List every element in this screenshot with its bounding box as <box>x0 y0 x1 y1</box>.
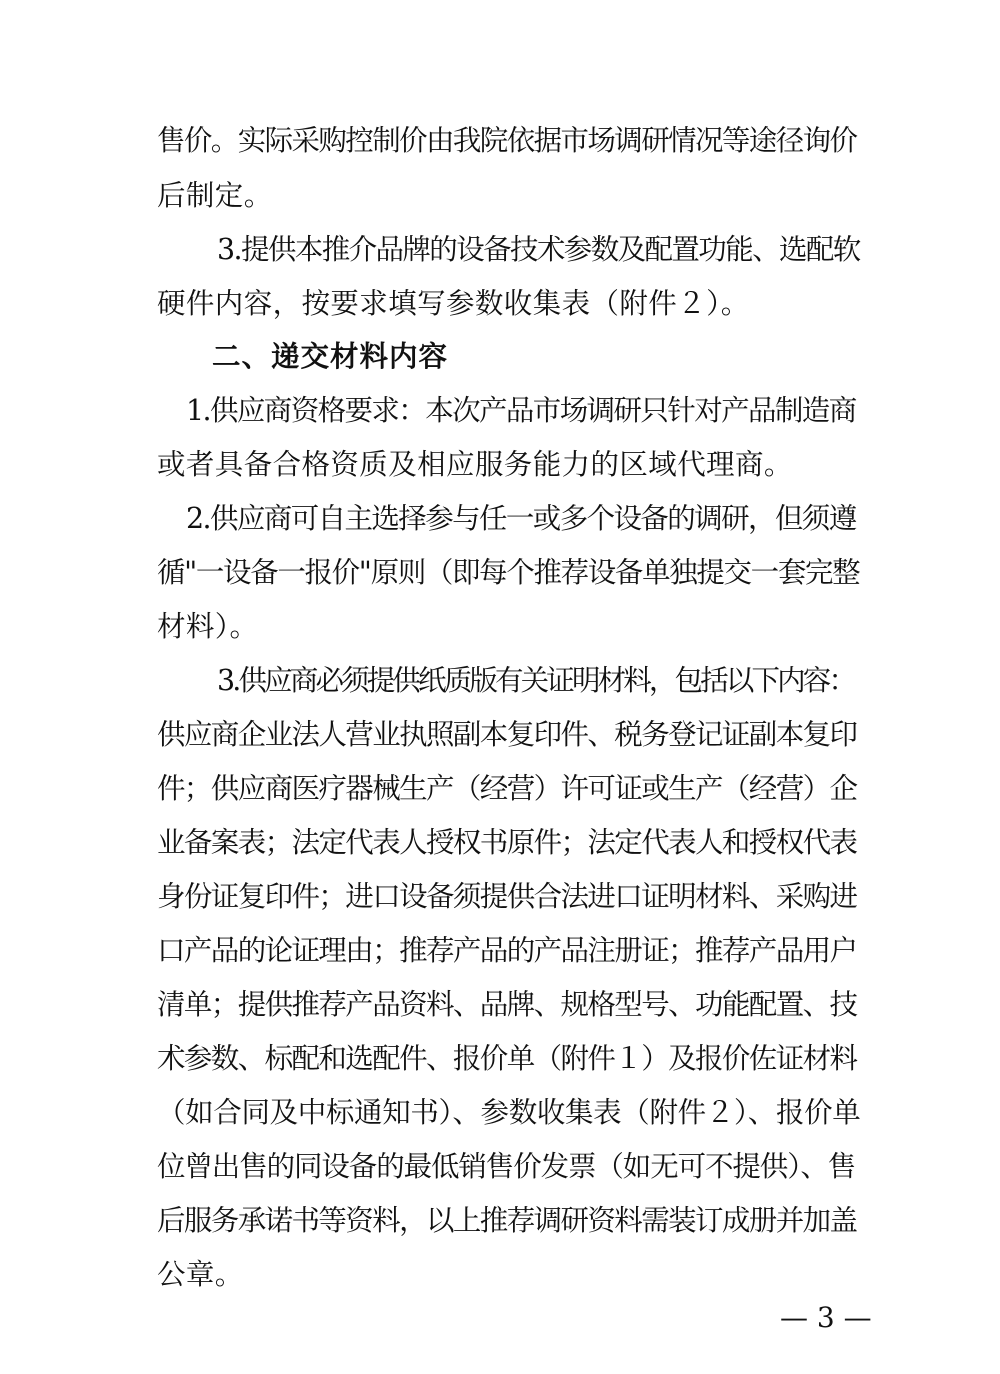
body-text-line: 公章。 <box>157 1258 244 1291</box>
body-text-line: 循"一设备一报价"原则（即每个推荐设备单独提交一套完整 <box>157 556 860 589</box>
body-text-line: 位曾出售的同设备的最低销售价发票（如无可不提供）、售 <box>157 1150 856 1183</box>
body-text-line: （如合同及中标通知书）、参数收集表（附件２）、报价单 <box>157 1096 861 1129</box>
body-text-line: 口产品的论证理由；推荐产品的产品注册证；推荐产品用户 <box>157 934 857 967</box>
body-text-line: 件；供应商医疗器械生产（经营）许可证或生产（经营）企 <box>157 772 857 805</box>
body-text-line: 2.供应商可自主选择参与任一或多个设备的调研，但须遵 <box>186 502 856 535</box>
section-heading: 二、递交材料内容 <box>212 340 449 373</box>
body-text-line: 1.供应商资格要求：本次产品市场调研只针对产品制造商 <box>186 394 856 427</box>
body-text-line: 清单；提供推荐产品资料、品牌、规格型号、功能配置、技 <box>157 988 857 1021</box>
body-text-line: 3.提供本推介品牌的设备技术参数及配置功能、选配软 <box>217 233 860 266</box>
body-text-line: 身份证复印件；进口设备须提供合法进口证明材料、采购进 <box>157 880 857 913</box>
body-text-line: 供应商企业法人营业执照副本复印件、税务登记证副本复印 <box>157 718 857 751</box>
body-text-line: 材料）。 <box>157 610 259 643</box>
body-text-line: 售价。实际采购控制价由我院依据市场调研情况等途径询价 <box>157 124 857 157</box>
body-text-line: 后服务承诺书等资料，以上推荐调研资料需装订成册并加盖 <box>157 1204 857 1237</box>
page-number: — 3 — <box>780 1301 872 1334</box>
body-text-line: 硬件内容，按要求填写参数收集表（附件２）。 <box>157 287 750 320</box>
body-text-line: 后制定。 <box>157 179 273 212</box>
body-text-line: 业备案表；法定代表人授权书原件；法定代表人和授权代表 <box>157 826 857 859</box>
body-text-line: 术参数、标配和选配件、报价单（附件１）及报价佐证材料 <box>157 1042 857 1075</box>
body-text-line: 或者具备合格资质及相应服务能力的区域代理商。 <box>157 448 793 481</box>
body-text-line: 3.供应商必须提供纸质版有关证明材料，包括以下内容： <box>217 664 855 697</box>
